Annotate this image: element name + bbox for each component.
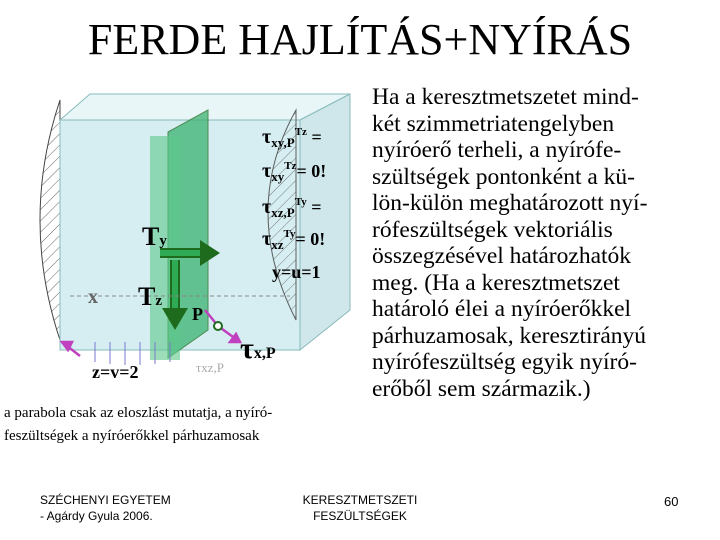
body-line: rófeszültségek vektoriális	[372, 216, 613, 243]
diagram-caption	[4, 402, 372, 448]
body-line: erőből sem származik.)	[372, 375, 591, 402]
left-parabola	[40, 100, 60, 340]
p-label: P	[192, 304, 203, 324]
ty-label: Ty	[142, 222, 167, 251]
footer-institution: SZÉCHENYI EGYETEM	[40, 493, 171, 507]
body-line: szültségek pontonként a kü-	[372, 163, 636, 190]
page-number: 60	[664, 494, 679, 509]
body-line: határoló élei a nyíróerőkkel	[372, 296, 632, 322]
equation-2: $\tau_{xy}^{Tz}= 0$!	[262, 160, 327, 184]
yu-label: y=u=1	[272, 262, 321, 282]
footer-author	[40, 492, 171, 524]
zv-label: z=v=2	[92, 362, 139, 382]
body-line: nyíróerő terheli, a nyírófe-	[372, 137, 622, 163]
txp-label: τx,P	[240, 332, 276, 365]
body-line: párhuzamosak, keresztirányú	[372, 322, 647, 349]
point-p	[214, 322, 222, 330]
footer-topic-line2: FESZÜLTSÉGEK	[313, 509, 407, 523]
body-line: nyírófeszültség egyik nyíró-	[372, 349, 637, 375]
caption-line: feszültségek a nyíróerőkkel párhuzamosak	[4, 428, 260, 444]
body-line: Ha a keresztmetszetet mind-	[372, 84, 639, 110]
footer-topic-line1: KERESZTMETSZETI	[302, 493, 418, 507]
equation-3: $\tau_{xz,P}^{Ty}$ =	[262, 196, 322, 220]
body-line: összegzésével határozhatók	[372, 243, 632, 269]
body-line: meg. (Ha a keresztmetszet	[372, 269, 620, 296]
x-label: x	[88, 286, 98, 308]
body-line: lön-külön meghatározott nyí-	[372, 190, 648, 216]
equation-1: $\tau_{xy,P}^{Tz}$ =	[262, 126, 322, 150]
footer-topic	[270, 492, 450, 524]
txz-faint-label: τxz,P	[196, 360, 224, 375]
body-line: két szimmetriatengelyben	[372, 110, 615, 137]
body-text	[372, 84, 712, 402]
equation-4: $\tau_{xz}^{Ty}= 0$!	[262, 228, 326, 252]
tz-label: Tz	[138, 282, 163, 311]
slide-title: FERDE HAJLÍTÁS+NYÍRÁS	[87, 15, 633, 64]
footer-author-year: - Agárdy Gyula 2006.	[40, 509, 153, 523]
caption-line: a parabola csak az eloszlást mutatja, a nyíró-	[4, 405, 273, 421]
